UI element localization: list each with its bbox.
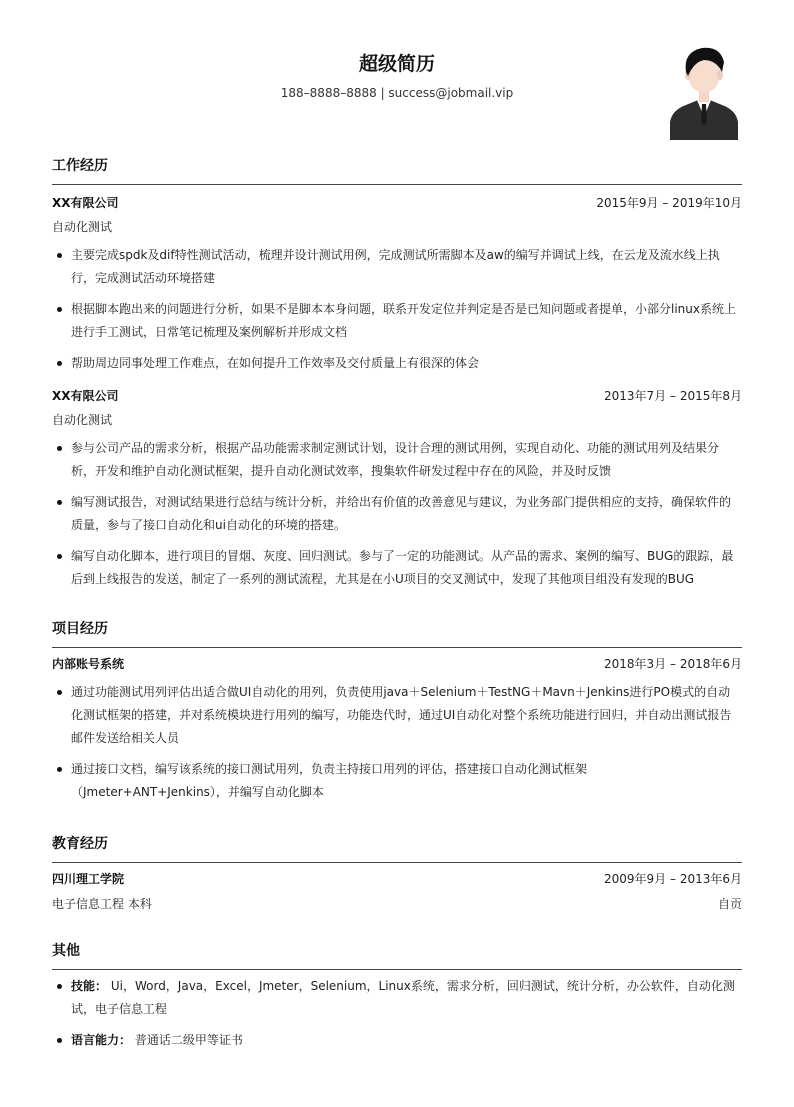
date-range: 2013年7月 – 2015年8月 [604,389,742,403]
company-name: XX有限公司 [52,196,119,210]
contact-info: 188–8888–8888 | success@jobmail.vip [280,86,514,100]
skills-text: Ui，Word，Java，Excel，Jmeter，Selenium，Linux系统，需求分析，回归测试，统计分析，办公软件，自动化测试，电子信息工程 [71,979,735,1016]
section-divider [52,862,742,863]
tie [701,104,707,126]
section-divider [52,184,742,185]
school-name: 四川理工学院 [52,872,125,886]
list-item: 帮助周边同事处理工作难点，在如何提升工作效率及交付质量上有很深的体会 [52,352,742,375]
section-other [52,940,742,970]
project-name: 内部账号系统 [52,657,125,671]
language-label: 语言能力： [71,1033,132,1047]
work-entry-1 [52,194,742,375]
list-item: 根据脚本跑出来的问题进行分析，如果不是脚本本身问题，联系开发定位并判定是否是已知问题或者提单，小部分linux系统上进行手工测试，日常笔记梳理及案例解析并形成文档 [52,298,742,344]
list-item: 编写测试报告，对测试结果进行总结与统计分析，并给出有价值的改善意见与建议，为业务部门提供相应的支持，确保软件的质量，参与了接口自动化和ui自动化的环境的搭建。 [52,491,742,537]
section-title-work: 工作经历 [52,158,108,174]
bullet-list [52,244,742,375]
list-item-language [52,1029,742,1052]
section-work [52,155,742,185]
bullet-list [52,681,742,804]
bullet-list [52,975,742,1052]
list-item: 参与公司产品的需求分析，根据产品功能需求制定测试计划，设计合理的测试用例，实现自动化、功能的测试用列及结果分析，开发和维护自动化测试框架，提升自动化测试效率，搜集软件研发过程中存在的风险，并及时反馈 [52,437,742,483]
list-item: 编写自动化脚本，进行项目的冒烟、灰度、回归测试。参与了一定的功能测试。从产品的需求、案例的编写、BUG的跟踪，最后到上线报告的发送，制定了一系列的测试流程，尤其是在小U项目的交叉测试中，发现了其他项目组没有发现的BUG [52,545,742,591]
language-text: 普通话二级甲等证书 [134,1033,243,1047]
project-entry-1 [52,655,742,804]
candidate-name: 超级简历 [358,53,435,75]
date-range: 2009年9月 – 2013年6月 [604,872,742,886]
other-entry [52,967,742,1052]
skills-label: 技能： [71,979,108,993]
avatar [664,42,744,140]
bullet-list [52,437,742,591]
list-item-skills [52,975,742,1021]
job-title: 自动化测试 [52,413,113,427]
list-item: 通过功能测试用列评估出适合做UI自动化的用列，负责使用java＋Selenium＋TestNG＋Mavn＋Jenkins进行PO模式的自动化测试框架的搭建，并对系统模块进行用列的编写，功能迭代时，通过UI自动化对整个系统功能进行回归，并自动出测试报告邮件发送给相关人员 [52,681,742,750]
date-range: 2018年3月 – 2018年6月 [604,657,742,671]
section-title-other: 其他 [52,943,80,959]
company-name: XX有限公司 [52,389,119,403]
list-item: 主要完成spdk及dif特性测试活动，梳理并设计测试用例，完成测试所需脚本及aw的编写并调试上线，在云龙及流水线上执行，完成测试活动环境搭建 [52,244,742,290]
section-projects [52,618,742,648]
major-degree: 电子信息工程 本科 [52,897,152,911]
section-title-projects: 项目经历 [52,621,108,637]
section-title-education: 教育经历 [52,836,108,852]
school-location: 自贡 [717,897,742,911]
list-item: 通过接口文档，编写该系统的接口测试用列，负责主持接口用列的评估，搭建接口自动化测试框架（Jmeter+ANT+Jenkins），并编写自动化脚本 [52,758,742,804]
date-range: 2015年9月 – 2019年10月 [596,196,742,210]
work-entry-2 [52,387,742,591]
section-education [52,833,742,863]
job-title: 自动化测试 [52,220,113,234]
section-divider [52,647,742,648]
education-entry [52,870,742,913]
